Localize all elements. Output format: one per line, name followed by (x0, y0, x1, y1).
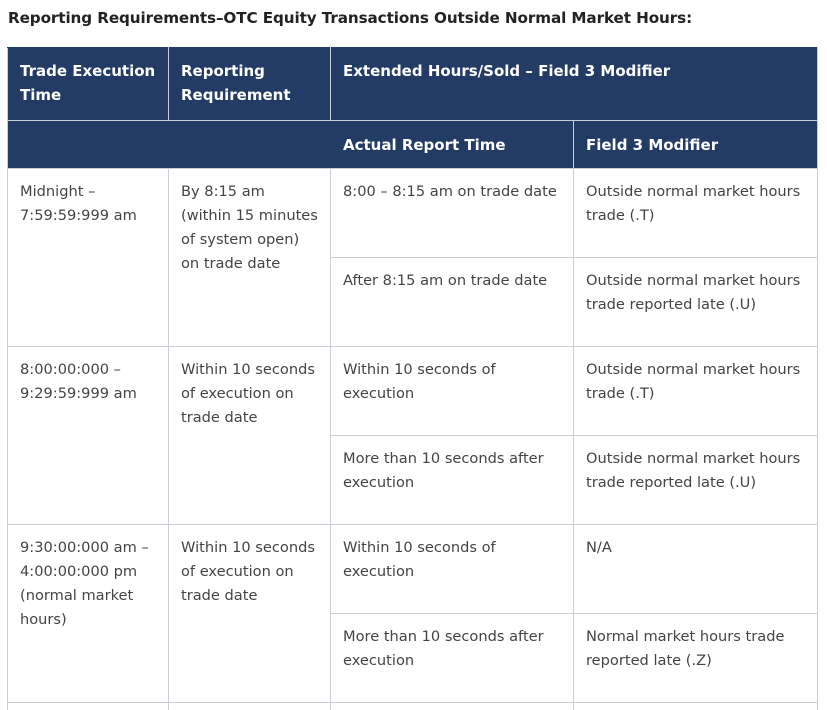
table-header-row (8, 48, 818, 121)
execution-time-cell: 8:00:00:000 – 9:29:59:999 am (8, 347, 169, 525)
actual-report-time-cell: More than 10 seconds after execution (331, 436, 574, 525)
actual-report-time-cell: More than 10 seconds after execution (331, 614, 574, 703)
header-actual-report-time: Actual Report Time (331, 121, 574, 169)
reporting-requirement-cell: By 8:15 am (within 15 minutes of system open) on trade date (169, 169, 331, 347)
actual-report-time-cell: Within 10 seconds of execution (331, 347, 574, 436)
table-row (8, 347, 818, 436)
reporting-requirement-cell: Within 10 seconds of execution on trade date (169, 525, 331, 703)
field3-modifier-cell: Outside normal market hours trade reported late (.U) (574, 436, 818, 525)
header-extended-hours: Extended Hours/Sold – Field 3 Modifier (331, 48, 818, 121)
reporting-requirement-cell: Within 10 seconds of execution on trade date (169, 347, 331, 525)
header-reporting-requirement: Reporting Requirement (169, 48, 331, 121)
actual-report-time-cell: Within 10 seconds of execution (331, 525, 574, 614)
field3-modifier-cell: Outside normal market hours trade (.T) (574, 169, 818, 258)
table-cell-partial (331, 703, 574, 710)
reporting-requirements-table (7, 47, 818, 710)
table-row-partial (8, 703, 818, 710)
table-cell-partial (8, 703, 169, 710)
page-title: Reporting Requirements–OTC Equity Transactions Outside Normal Market Hours: (8, 9, 693, 27)
table-row (8, 525, 818, 614)
table-row (8, 169, 818, 258)
field3-modifier-cell: Outside normal market hours trade reported late (.U) (574, 258, 818, 347)
header-blank-cell (8, 121, 331, 169)
table-cell-partial (574, 703, 818, 710)
field3-modifier-cell: Outside normal market hours trade (.T) (574, 347, 818, 436)
table-cell-partial (169, 703, 331, 710)
header-trade-execution-time: Trade Execution Time (8, 48, 169, 121)
execution-time-cell: 9:30:00:000 am – 4:00:00:000 pm (normal market hours) (8, 525, 169, 703)
actual-report-time-cell: 8:00 – 8:15 am on trade date (331, 169, 574, 258)
execution-time-cell: Midnight – 7:59:59:999 am (8, 169, 169, 347)
actual-report-time-cell: After 8:15 am on trade date (331, 258, 574, 347)
header-field3-modifier: Field 3 Modifier (574, 121, 818, 169)
field3-modifier-cell: N/A (574, 525, 818, 614)
table-subheader-row (8, 121, 818, 169)
field3-modifier-cell: Normal market hours trade reported late (.Z) (574, 614, 818, 703)
